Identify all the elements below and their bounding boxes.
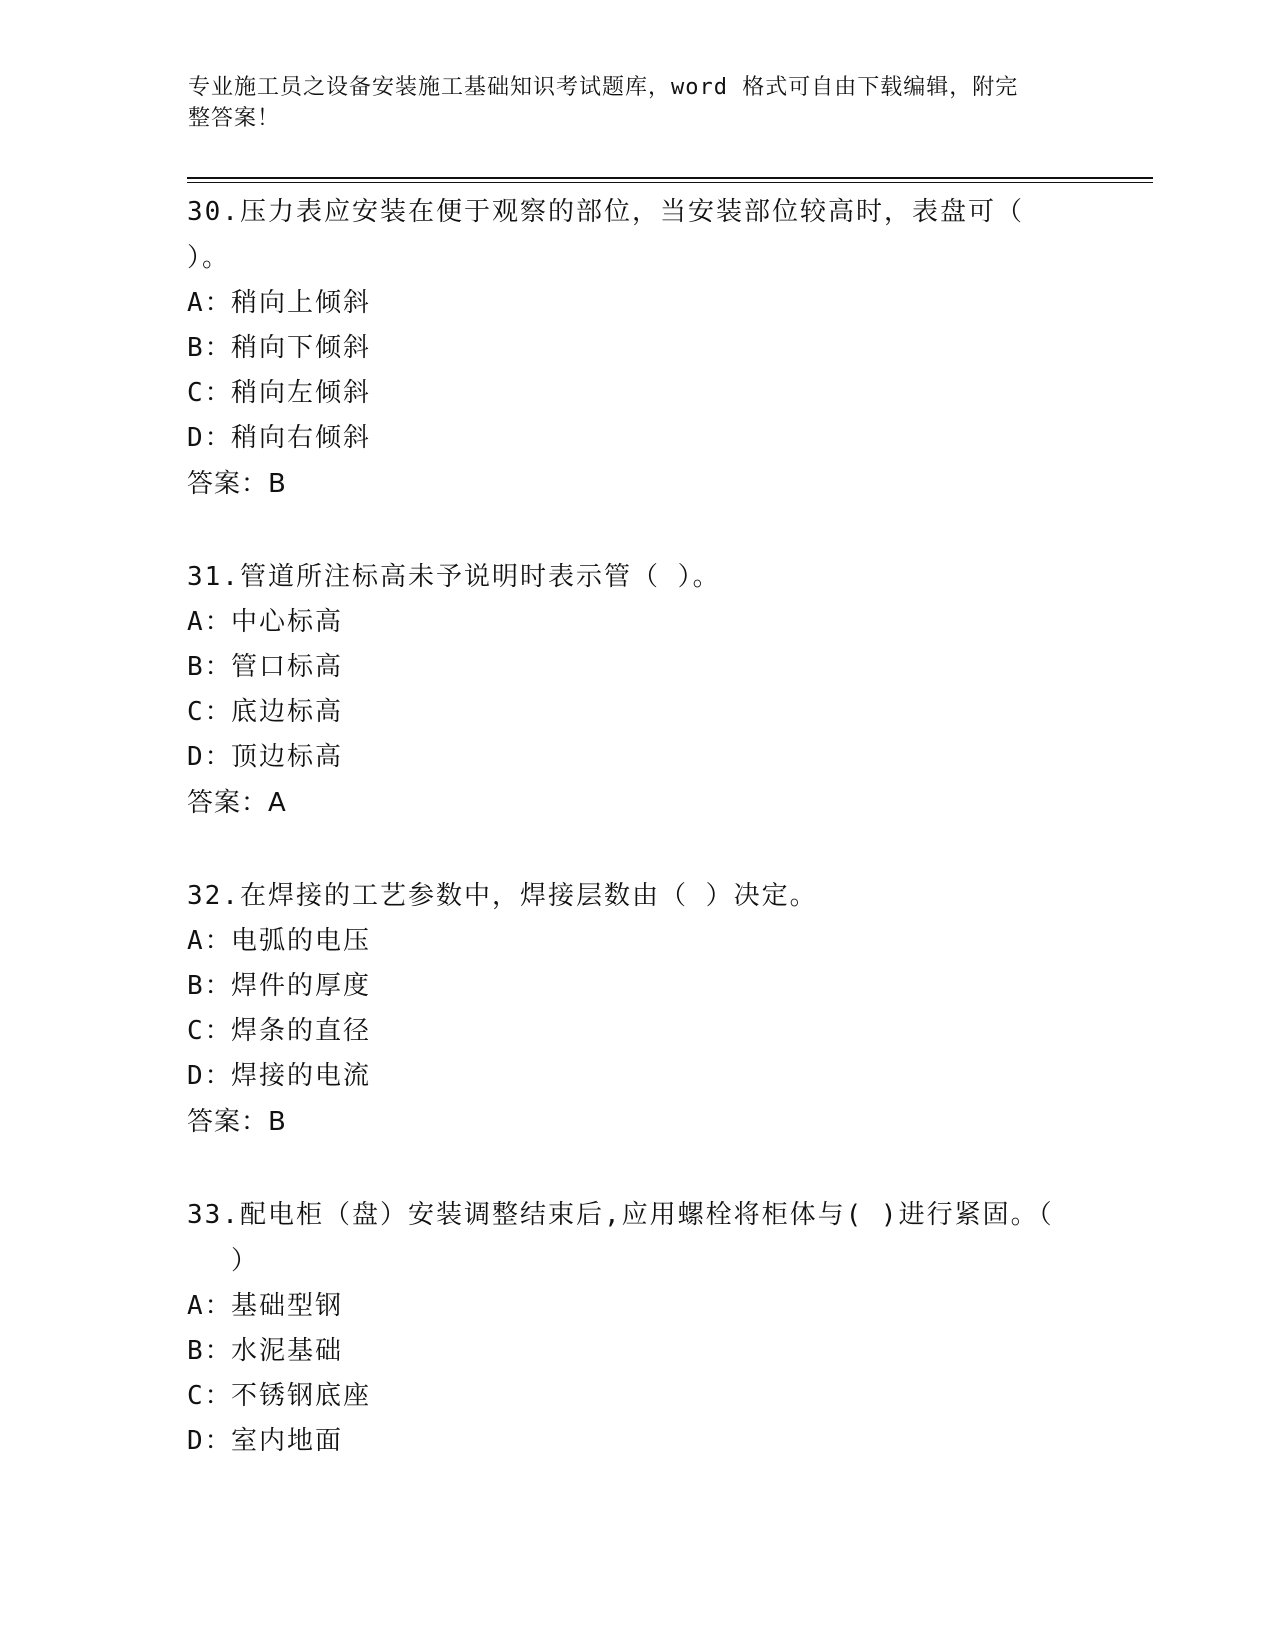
header-line-1: 专业施工员之设备安装施工基础知识考试题库，word 格式可自由下载编辑，附完 <box>188 75 1019 100</box>
option-d: D：稍向右倾斜 <box>187 423 372 453</box>
header-line-2: 整答案！ <box>188 106 281 131</box>
document-header <box>188 72 1068 134</box>
option-a: A：电弧的电压 <box>187 926 372 956</box>
answer: 答案：B <box>187 469 287 499</box>
question-stem: 30.压力表应安装在便于观察的部位，当安装部位较高时，表盘可（ ）。 <box>187 197 1024 273</box>
question-33 <box>187 1192 1087 1464</box>
option-a: A：稍向上倾斜 <box>187 288 372 318</box>
question-30 <box>187 189 1087 507</box>
option-d: D：室内地面 <box>187 1426 344 1456</box>
option-b: B：水泥基础 <box>187 1336 344 1366</box>
option-a: A：基础型钢 <box>187 1291 344 1321</box>
question-stem: 32.在焊接的工艺参数中，焊接层数由（ ）决定。 <box>187 881 818 911</box>
option-b: B：管口标高 <box>187 652 344 682</box>
option-c: C：焊条的直径 <box>187 1016 372 1046</box>
question-list <box>187 189 1087 1511</box>
option-b: B：稍向下倾斜 <box>187 333 372 363</box>
option-d: D：焊接的电流 <box>187 1061 372 1091</box>
option-c: C：稍向左倾斜 <box>187 378 372 408</box>
answer: 答案：A <box>187 788 287 818</box>
option-b: B：焊件的厚度 <box>187 971 372 1001</box>
option-a: A：中心标高 <box>187 607 344 637</box>
question-stem: 31.管道所注标高未予说明时表示管（ ）。 <box>187 562 721 592</box>
question-stem: 33.配电柜（盘）安装调整结束后,应用螺栓将柜体与( )进行紧固。（ ） <box>187 1200 1054 1276</box>
header-divider-thick <box>187 177 1153 179</box>
header-divider-thin <box>187 182 1153 183</box>
option-c: C：不锈钢底座 <box>187 1381 372 1411</box>
option-d: D：顶边标高 <box>187 742 344 772</box>
question-31 <box>187 554 1087 826</box>
option-c: C：底边标高 <box>187 697 344 727</box>
answer: 答案：B <box>187 1107 287 1137</box>
question-32 <box>187 873 1087 1145</box>
